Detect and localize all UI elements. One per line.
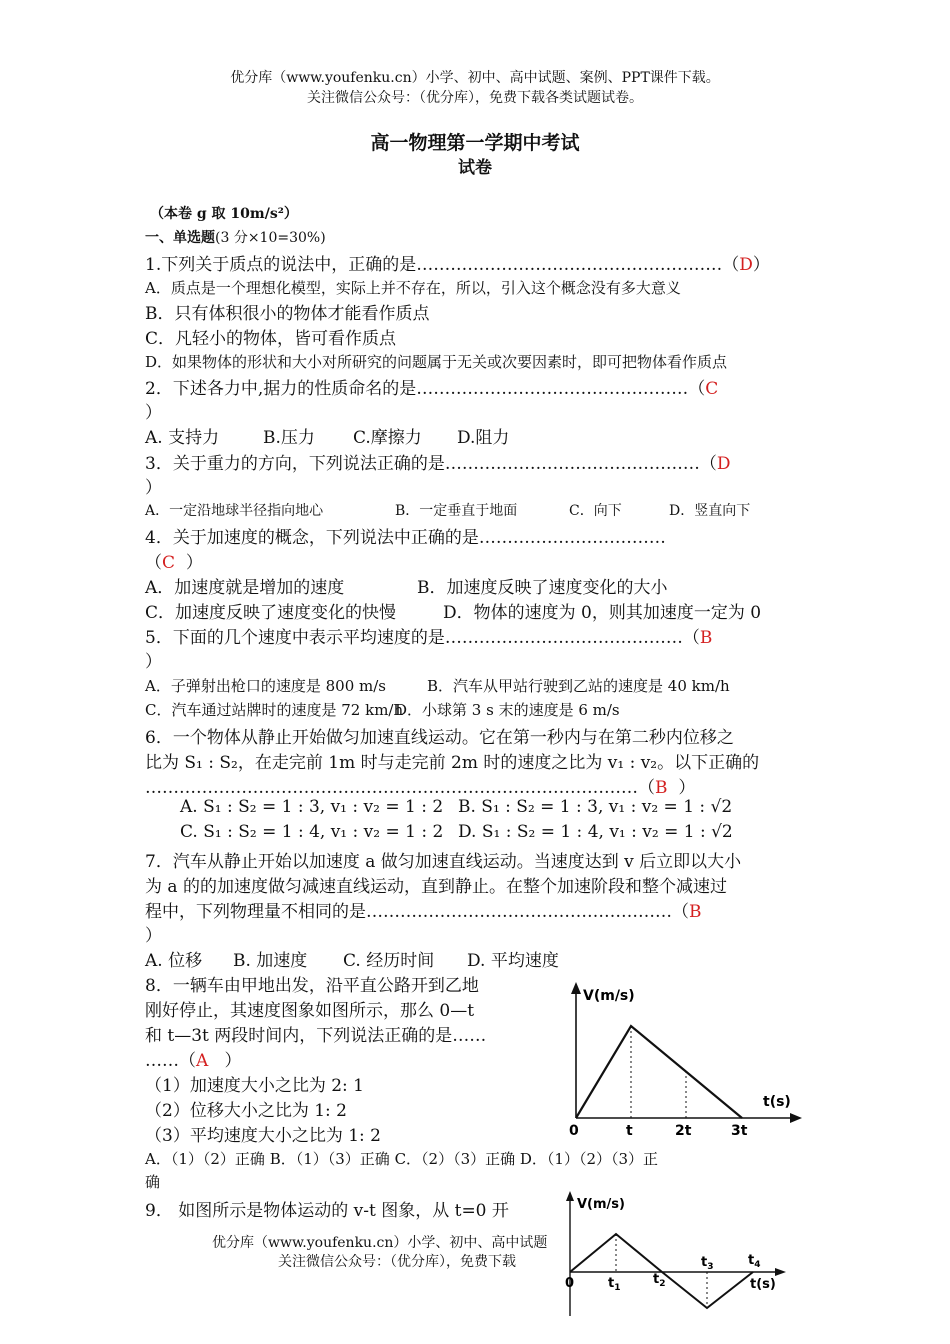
q5-row-2 — [145, 699, 620, 720]
q1-close: ） — [752, 255, 770, 275]
q6-row-1 — [180, 797, 732, 817]
q5-option-a: A．子弹射出枪口的速度是 800 m/s — [145, 677, 386, 695]
q1-answer: D — [739, 255, 753, 275]
q8-statement-2: （2）位移大小之比为 1: 2 — [145, 1101, 347, 1121]
q9-origin-label: 0 — [565, 1276, 575, 1291]
q6-option-c: C. S₁ : S₂ = 1 : 4, v₁ : v₂ = 1 : 2 — [180, 822, 444, 842]
q8-x-label: t(s) — [763, 1094, 791, 1110]
q6-line-3 — [145, 773, 695, 798]
q6-line-1: 6．一个物体从静止开始做匀加速直线运动。它在第一秒内与在第二秒内位移之 — [145, 728, 734, 748]
q9-y-label: V(m/s) — [577, 1197, 625, 1212]
q3-option-c: C．向下 — [569, 503, 622, 519]
q7-option-c: C. 经历时间 — [343, 951, 435, 971]
q7-line-2: 为 a 的的加速度做匀减速直线运动，直到静止。在整个加速阶段和整个减速过 — [145, 877, 727, 897]
q9-x-arrow — [775, 1268, 786, 1276]
q8-tick-3t: 3t — [731, 1123, 748, 1139]
footer-line-1: 优分库（www.youfenku.cn）小学、初中、高中试题 — [212, 1235, 548, 1251]
q8-answer: A — [196, 1051, 209, 1071]
q3-option-b: B．一定垂直于地面 — [395, 503, 518, 519]
q1-stem — [145, 250, 770, 275]
q9-y-arrow — [566, 1191, 574, 1201]
q2-option-c: C.摩擦力 — [353, 428, 422, 448]
q4-option-a: A．加速度就是增加的速度 — [145, 578, 345, 598]
q9-tick-t2: $t_2$ — [653, 1272, 666, 1289]
q5-stem — [145, 623, 712, 648]
q5-text: 5．下面的几个速度中表示平均速度的是……………………………………（ — [145, 628, 700, 648]
q5-option-b: B．汽车从甲站行驶到乙站的速度是 40 km/h — [427, 677, 730, 695]
q7-answer: B — [689, 902, 702, 922]
q7-text: 程中，下列物理量不相同的是………………………………………………（ — [145, 902, 689, 922]
q7-line-3 — [145, 897, 702, 922]
q3-options — [145, 500, 750, 520]
q1-option-d: D．如果物体的形状和大小对所研究的问题属于无关或次要因素时，即可把物体看作质点 — [145, 353, 728, 371]
q5-option-d: D．小球第 3 s 末的速度是 6 m/s — [395, 701, 620, 719]
q4-option-c: C．加速度反映了速度变化的快慢 — [145, 603, 397, 623]
q4-row-1 — [145, 573, 668, 598]
q8-y-arrow — [571, 982, 581, 994]
q4-stem: 4．关于加速度的概念，下列说法中正确的是…………………………… — [145, 528, 666, 548]
q6-option-b: B. S₁ : S₂ = 1 : 3, v₁ : v₂ = 1 : √2 — [458, 797, 733, 817]
q5-close: ） — [145, 652, 162, 672]
q4-answer: C — [162, 553, 176, 573]
q4-row-2 — [145, 598, 761, 623]
q7-option-a: A. 位移 — [145, 951, 203, 971]
q1-text: 1.下列关于质点的说法中，正确的是………………………………………………（ — [145, 255, 740, 275]
q3-option-a: A．一定沿地球半径指向地心 — [145, 503, 324, 519]
q8-statement-1: （1）加速度大小之比为 2: 1 — [145, 1076, 364, 1096]
q8-tick-t: t — [626, 1123, 633, 1139]
q8-line-3: 和 t—3t 两段时间内，下列说法正确的是…… — [145, 1026, 487, 1046]
q4-option-d: D．物体的速度为 0，则其加速度一定为 0 — [443, 603, 762, 623]
q6-row-2 — [180, 822, 733, 842]
q1-option-b: B．只有体积很小的物体才能看作质点 — [145, 304, 430, 324]
q8-y-label: V(m/s) — [583, 988, 635, 1004]
q8-origin-label: 0 — [569, 1123, 579, 1139]
q2-option-b: B.压力 — [263, 428, 315, 448]
q1-option-c: C．凡轻小的物体，皆可看作质点 — [145, 329, 397, 349]
q3-option-d: D．竖直向下 — [669, 503, 751, 519]
q3-text: 3．关于重力的方向，下列说法正确的是………………………………………（ — [145, 454, 717, 474]
q8-velocity-line — [576, 1026, 742, 1118]
header-line-1: 优分库（www.youfenku.cn）小学、初中、高中试题、案例、PPT课件下载。 — [230, 70, 720, 86]
page-subtitle: 试卷 — [458, 158, 492, 178]
q3-close: ） — [145, 478, 162, 498]
section-detail: (3 分×10=30%) — [215, 230, 326, 246]
q5-answer: B — [699, 628, 713, 648]
q5-row-1 — [145, 675, 730, 696]
q2-text: 2．下述各力中,据力的性质命名的是…………………………………………（ — [145, 379, 706, 399]
q9-stem: 9． 如图所示是物体运动的 v-t 图象，从 t=0 开 — [145, 1201, 509, 1221]
q8-line-1: 8．一辆车由甲地出发，沿平直公路开到乙地 — [145, 976, 479, 996]
gravity-note: （本卷 g 取 10m/s²） — [150, 206, 298, 222]
q8-line-4 — [145, 1046, 242, 1071]
q4-option-b: B．加速度反映了速度变化的大小 — [417, 578, 668, 598]
q6-option-d: D. S₁ : S₂ = 1 : 4, v₁ : v₂ = 1 : √2 — [458, 822, 733, 842]
q7-options — [145, 946, 559, 971]
q2-options — [145, 423, 509, 448]
q1-option-a: A．质点是一个理想化模型，实际上并不存在，所以，引入这个概念没有多大意义 — [145, 279, 681, 297]
header-line-2: 关注微信公众号：（优分库），免费下载各类试题试卷。 — [307, 90, 643, 106]
q8-dots: ……（ — [145, 1051, 196, 1071]
q6-close: ） — [678, 778, 696, 798]
q2-stem — [145, 374, 718, 399]
q9-velocity-line — [570, 1234, 753, 1308]
q5-option-c: C．汽车通过站牌时的速度是 72 km/h — [145, 701, 404, 719]
q8-close: ） — [224, 1051, 242, 1071]
q3-stem — [145, 449, 730, 474]
page-title: 高一物理第一学期中考试 — [370, 132, 580, 154]
q8-x-arrow — [790, 1113, 802, 1123]
q9-tick-t1: $t_1$ — [608, 1276, 621, 1293]
q9-vt-graph — [555, 1188, 805, 1318]
q8-statement-3: （3）平均速度大小之比为 1: 2 — [145, 1126, 381, 1146]
q4-answer-line — [145, 548, 203, 573]
q6-answer: B — [655, 778, 668, 798]
section-heading — [145, 227, 326, 247]
q4-close: ） — [185, 553, 203, 573]
q6-dots: ……………………………………………………………………………（ — [145, 778, 655, 798]
footer-line-2: 关注微信公众号：（优分库），免费下载 — [278, 1254, 516, 1270]
q2-option-d: D.阻力 — [457, 428, 510, 448]
q6-option-a: A. S₁ : S₂ = 1 : 3, v₁ : v₂ = 1 : 2 — [180, 797, 444, 817]
q9-tick-t4: $t_4$ — [748, 1253, 761, 1270]
q7-option-b: B. 加速度 — [233, 951, 308, 971]
q8-line-2: 刚好停止，其速度图象如图所示，那么 0—t — [145, 1001, 475, 1021]
q2-close: ） — [145, 403, 162, 423]
q8-choices-wrap: 确 — [145, 1173, 161, 1191]
q7-close: ） — [145, 926, 162, 946]
q9-x-label: t(s) — [750, 1277, 776, 1292]
q7-option-d: D. 平均速度 — [467, 951, 559, 971]
q9-tick-t3: $t_3$ — [701, 1255, 714, 1272]
q2-answer: C — [705, 379, 719, 399]
q8-tick-2t: 2t — [675, 1123, 692, 1139]
q4-open: （ — [145, 553, 162, 573]
q3-answer: D — [716, 454, 731, 474]
section-label: 一、单选题 — [145, 230, 215, 246]
q2-option-a: A. 支持力 — [145, 428, 220, 448]
q6-line-2: 比为 S₁ : S₂，在走完前 1m 时与走完前 2m 时的速度之比为 v₁ : v₂。以下正确的 — [145, 753, 760, 773]
q8-choices: A．（1）（2）正确 B．（1）（3）正确 C．（2）（3）正确 D．（1）（2）（3）正 — [145, 1150, 659, 1168]
q8-vt-graph — [555, 978, 815, 1143]
q7-line-1: 7．汽车从静止开始以加速度 a 做匀加速直线运动。当速度达到 v 后立即以大小 — [145, 852, 742, 872]
